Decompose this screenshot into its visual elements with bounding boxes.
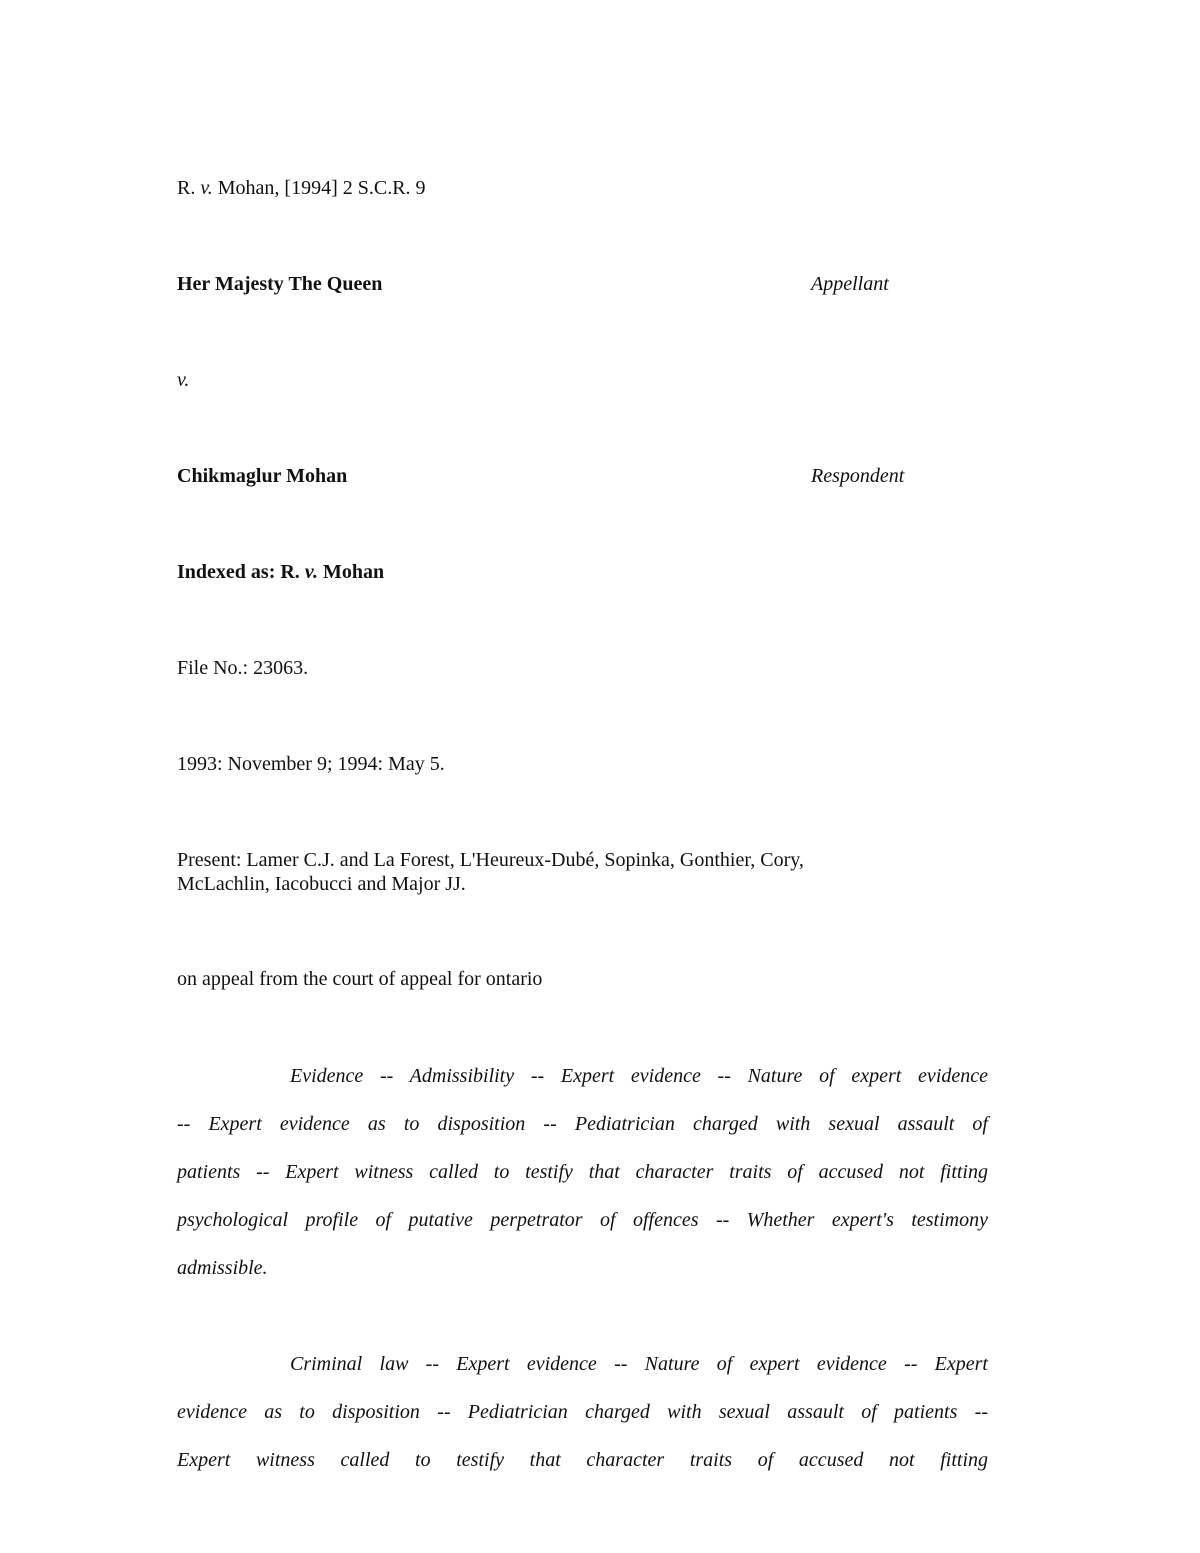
case-citation — [177, 176, 426, 200]
headnote1-line: psychological profile of putative perpetrator of offences -- Whether expert's testimony — [177, 1209, 988, 1231]
indexed-as — [177, 560, 384, 584]
present-line-2: McLachlin, Iacobucci and Major JJ. — [177, 873, 466, 895]
indexed-v: v. — [304, 561, 318, 583]
file-number: File No.: 23063. — [177, 657, 309, 679]
headnote2-line: evidence as to disposition -- Pediatrician charged with sexual assault of patients -- — [177, 1401, 988, 1423]
hearing-dates: 1993: November 9; 1994: May 5. — [177, 753, 445, 775]
headnote2-line: Expert witness called to testify that character traits of accused not fitting — [177, 1449, 988, 1471]
citation-v: v. — [200, 177, 213, 199]
headnote1-line: -- Expert evidence as to disposition -- Pediatrician charged with sexual assault of — [177, 1113, 988, 1135]
citation-post: Mohan, [1994] 2 S.C.R. 9 — [212, 177, 426, 199]
respondent-name: Chikmaglur Mohan — [177, 465, 348, 487]
indexed-post: Mohan — [317, 561, 385, 583]
headnote1-line: admissible. — [177, 1257, 268, 1279]
appeal-from: on appeal from the court of appeal for ontario — [177, 968, 543, 990]
versus: v. — [177, 369, 190, 391]
indexed-label: Indexed as: — [177, 561, 281, 583]
indexed-pre: R. — [280, 561, 305, 583]
headnote2-line: Criminal law -- Expert evidence -- Nature of expert evidence -- Expert — [290, 1353, 988, 1375]
appellant-role: Appellant — [811, 273, 889, 295]
headnote1-line: patients -- Expert witness called to testify that character traits of accused not fitting — [177, 1161, 988, 1183]
respondent-role: Respondent — [811, 465, 905, 487]
appellant-name: Her Majesty The Queen — [177, 273, 383, 295]
headnote1-line: Evidence -- Admissibility -- Expert evidence -- Nature of expert evidence — [290, 1065, 988, 1087]
present-line-1: Present: Lamer C.J. and La Forest, L'Heureux-Dubé, Sopinka, Gonthier, Cory, — [177, 849, 804, 871]
citation-pre: R. — [177, 177, 201, 199]
